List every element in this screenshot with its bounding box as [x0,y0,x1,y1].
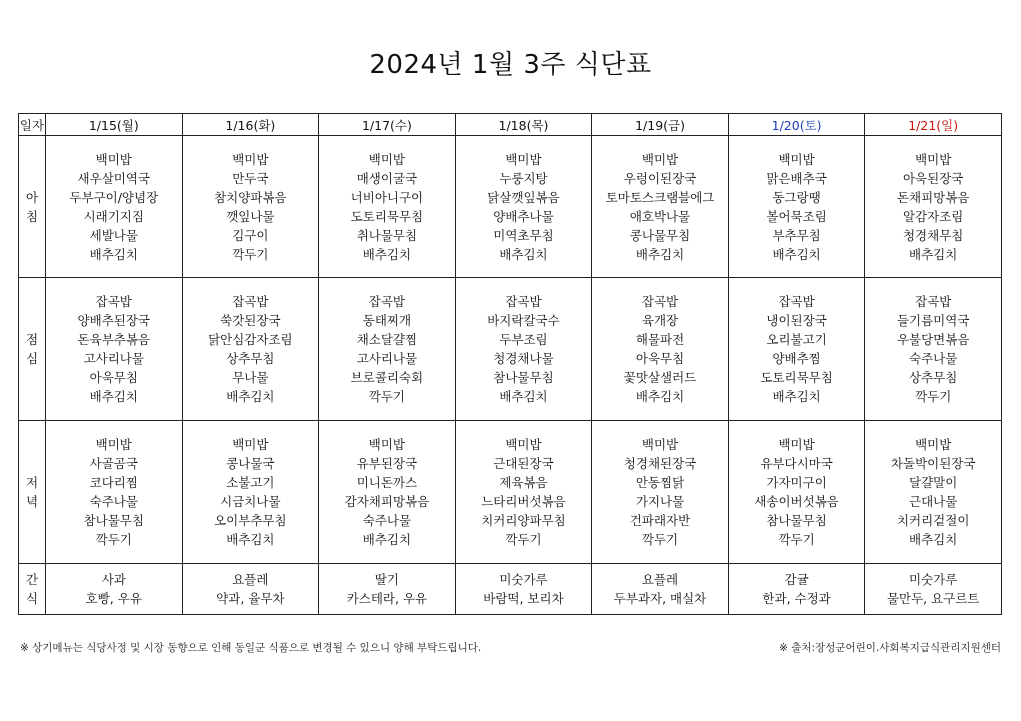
menu-item: 냉이된장국 [766,313,827,328]
lunch-label [19,278,46,421]
breakfast-cell [592,136,729,278]
page-title: 2024년 1월 3주 식단표 [369,50,652,80]
meal-label-char: 아 [25,189,39,205]
menu-item: 배추김치 [362,532,412,547]
menu-item: 새송이버섯볶음 [754,494,839,509]
meal-label-char: 점 [25,332,39,347]
menu-item: 깍두기 [641,532,679,547]
menu-item: 한과, 수정과 [762,591,831,606]
menu-item: 잡곡밥 [368,294,406,309]
menu-item: 고사리나물 [83,351,144,366]
menu-item: 두부조림 [499,332,548,347]
breakfast-cell [182,136,319,278]
day-header-mon: 1/15(월) [46,114,183,136]
menu-item: 잡곡밥 [95,294,132,309]
menu-item: 백미밥 [505,437,542,452]
menu-item: 매생이굴국 [356,170,418,186]
lunch-cell [592,278,729,421]
meal-label-char: 식 [25,591,39,606]
date-label: 일자 [19,114,46,136]
menu-item: 콩나물국 [226,456,275,471]
menu-item: 청경채무침 [902,227,964,243]
menu-item: 도토리묵무침 [760,370,833,385]
menu-item: 시래기지짐 [83,208,144,224]
menu-item: 배추김치 [909,246,958,262]
menu-item: 깍두기 [95,532,132,547]
menu-item: 무나물 [232,370,269,385]
menu-item: 오이부추무침 [214,513,287,528]
dinner-cell [319,421,456,564]
menu-item: 돈육부추볶음 [77,332,150,347]
menu-item: 제육볶음 [499,475,548,490]
snack-cell [728,564,865,615]
meal-label-char: 녁 [25,494,39,509]
snack-cell [46,564,183,615]
day-header-sat: 1/20(토) [728,114,865,136]
source-credit: ※ 출처:장성군어린이.사회복지급식관리지원센터 [779,642,1001,654]
menu-item: 동그랑땡 [772,189,821,205]
menu-item: 배추김치 [226,389,275,404]
menu-item: 상추무침 [909,370,958,385]
menu-item: 잡곡밥 [778,294,815,309]
menu-item: 숙주나물 [89,494,138,509]
menu-item: 토마토스크램블에그 [605,189,715,205]
menu-item: 근대나물 [909,494,958,509]
menu-item: 미역초무침 [493,227,554,243]
menu-item: 배추김치 [635,389,685,404]
menu-item: 세발나물 [89,227,138,243]
menu-item: 백미밥 [778,151,815,167]
menu-item: 새우살미역국 [77,170,150,186]
breakfast-label [19,136,46,278]
menu-item: 요플레 [641,572,679,587]
menu-item: 깻잎나물 [226,208,275,224]
menu-item: 참나물무침 [83,513,144,528]
menu-item: 잡곡밥 [915,294,952,309]
snack-row [19,564,1002,615]
menu-item: 카스테라, 우유 [346,591,428,606]
menu-item: 약과, 율무차 [216,591,285,606]
menu-item: 백미밥 [232,151,269,167]
menu-item: 아욱무침 [89,370,138,385]
menu-item: 배추김치 [226,532,275,547]
menu-item: 코다리찜 [89,475,138,490]
dinner-cell [728,421,865,564]
menu-item: 사골곰국 [89,456,138,471]
breakfast-cell [455,136,592,278]
menu-item: 깍두기 [232,246,269,262]
menu-change-notice: ※ 상기메뉴는 식당사정 및 시장 동향으로 인해 동일군 식품으로 변경될 수 있으니 양해 부탁드립니다. [20,642,482,654]
meal-label-char: 침 [25,208,39,224]
menu-item: 우불당면볶음 [896,332,970,347]
menu-item: 해물파전 [635,332,685,347]
menu-item: 들기름미역국 [896,313,970,328]
dinner-label [19,421,46,564]
menu-item: 가자미구이 [766,475,827,490]
menu-item: 참나물무침 [766,513,827,528]
menu-item: 맑은배추국 [766,170,827,186]
snack-cell [182,564,319,615]
menu-item: 상추무침 [226,351,275,366]
menu-item: 깍두기 [505,532,542,547]
menu-item: 요플레 [232,572,269,587]
menu-item: 배추김치 [499,246,548,262]
menu-item: 치커리양파무침 [481,513,566,528]
meal-label-char: 간 [25,572,39,587]
menu-item: 누룽지탕 [499,170,548,186]
menu-item: 양배추된장국 [77,313,150,328]
menu-item: 시금치나물 [220,494,281,509]
menu-item: 백미밥 [232,437,269,452]
menu-item: 깍두기 [778,532,815,547]
breakfast-cell [865,136,1002,278]
menu-item: 깍두기 [915,389,952,404]
menu-item: 닭살깻잎볶음 [487,189,560,205]
menu-item: 참나물무침 [493,370,554,385]
menu-item: 백미밥 [915,151,952,167]
lunch-cell [319,278,456,421]
meal-label-char: 저 [25,475,39,490]
menu-item: 사과 [101,572,126,587]
day-header-sun: 1/21(일) [865,114,1002,136]
menu-item: 양배추찜 [772,351,821,366]
menu-item: 참치양파볶음 [214,189,287,205]
menu-item: 배추김치 [499,389,548,404]
menu-item: 브로콜리숙회 [350,370,424,385]
menu-item: 청경채나물 [493,351,554,366]
menu-item: 근대된장국 [493,456,554,471]
menu-item: 백미밥 [641,151,679,167]
menu-item: 쑥갓된장국 [220,313,281,328]
menu-item: 배추김치 [909,532,958,547]
day-header-tue: 1/16(화) [182,114,319,136]
menu-item: 미니돈까스 [356,475,418,490]
menu-item: 배추김치 [362,246,412,262]
menu-item: 육개장 [641,313,679,328]
menu-item: 감자채피망볶음 [344,494,430,509]
lunch-cell [865,278,1002,421]
dinner-cell [865,421,1002,564]
menu-item: 소불고기 [226,475,275,490]
menu-item: 유부다시마국 [760,456,833,471]
menu-item: 숙주나물 [909,351,958,366]
dinner-cell [455,421,592,564]
menu-item: 두부구이/양념장 [69,189,159,205]
menu-item: 양배추나물 [493,208,554,224]
lunch-cell [182,278,319,421]
lunch-cell [455,278,592,421]
menu-item: 아욱무침 [635,351,685,366]
menu-item: 동태찌개 [362,313,412,328]
lunch-cell [728,278,865,421]
menu-item: 가지나물 [635,494,685,509]
menu-item: 백미밥 [95,437,132,452]
menu-item: 꽃맛살샐러드 [623,370,697,385]
menu-item: 우렁이된장국 [623,170,697,186]
menu-item: 백미밥 [368,437,406,452]
menu-item: 치커리겉절이 [896,513,970,528]
menu-item: 볼어묵조림 [766,208,827,224]
menu-item: 바람떡, 보리차 [483,591,564,606]
menu-item: 잡곡밥 [505,294,542,309]
menu-item: 애호박나물 [629,208,691,224]
menu-item: 김구이 [232,227,269,243]
menu-item: 백미밥 [95,151,132,167]
snack-cell [455,564,592,615]
menu-item: 닭안심감자조림 [208,332,293,347]
menu-item: 딸기 [374,572,399,587]
dinner-row [19,421,1002,564]
menu-item: 청경채된장국 [623,456,697,471]
menu-item: 느타리버섯볶음 [481,494,566,509]
day-header-thu: 1/18(목) [455,114,592,136]
dinner-cell [46,421,183,564]
breakfast-cell [46,136,183,278]
day-header-fri: 1/19(금) [592,114,729,136]
menu-item: 채소달걀찜 [356,332,418,347]
dinner-cell [182,421,319,564]
menu-item: 두부과자, 매실차 [613,591,707,606]
menu-item: 숙주나물 [362,513,412,528]
menu-item: 백미밥 [368,151,406,167]
menu-item: 배추김치 [635,246,685,262]
menu-item: 오리불고기 [766,332,827,347]
menu-item: 달걀말이 [909,475,958,490]
menu-item: 유부된장국 [356,456,418,471]
day-header-wed: 1/17(수) [319,114,456,136]
menu-item: 잡곡밥 [641,294,679,309]
menu-item: 건파래자반 [629,513,691,528]
menu-item: 감귤 [784,572,809,587]
menu-item: 너비아니구이 [350,189,424,205]
menu-item: 배추김치 [89,389,138,404]
menu-item: 백미밥 [778,437,815,452]
menu-item: 배추김치 [89,246,138,262]
menu-item: 백미밥 [505,151,542,167]
dinner-cell [592,421,729,564]
menu-item: 아욱된장국 [902,170,964,186]
breakfast-cell [319,136,456,278]
menu-item: 콩나물무침 [629,227,691,243]
menu-item: 도토리묵무침 [350,208,424,224]
menu-item: 만두국 [232,170,269,186]
snack-cell [319,564,456,615]
menu-item: 안동찜닭 [635,475,685,490]
menu-item: 돈채피망볶음 [896,189,970,205]
menu-item: 백미밥 [915,437,952,452]
menu-item: 잡곡밥 [232,294,269,309]
menu-item: 미숫가루 [499,572,548,587]
breakfast-cell [728,136,865,278]
lunch-row [19,278,1002,421]
breakfast-row [19,136,1002,278]
meal-plan-table [18,113,1002,615]
menu-item: 차돌박이된장국 [890,456,976,471]
menu-item: 부추무침 [772,227,821,243]
menu-item: 호빵, 우유 [85,591,142,606]
menu-item: 배추김치 [772,246,821,262]
snack-cell [592,564,729,615]
menu-item: 물만두, 요구르트 [886,591,980,606]
menu-item: 취나물무침 [356,227,418,243]
header-row [19,114,1002,136]
menu-item: 고사리나물 [356,351,418,366]
lunch-cell [46,278,183,421]
menu-item: 미숫가루 [909,572,958,587]
meal-label-char: 심 [25,351,39,366]
menu-item: 알감자조림 [902,208,964,224]
menu-item: 바지락칼국수 [487,313,560,328]
menu-item: 깍두기 [368,389,406,404]
snack-label [19,564,46,615]
menu-item: 배추김치 [772,389,821,404]
snack-cell [865,564,1002,615]
menu-item: 백미밥 [641,437,679,452]
